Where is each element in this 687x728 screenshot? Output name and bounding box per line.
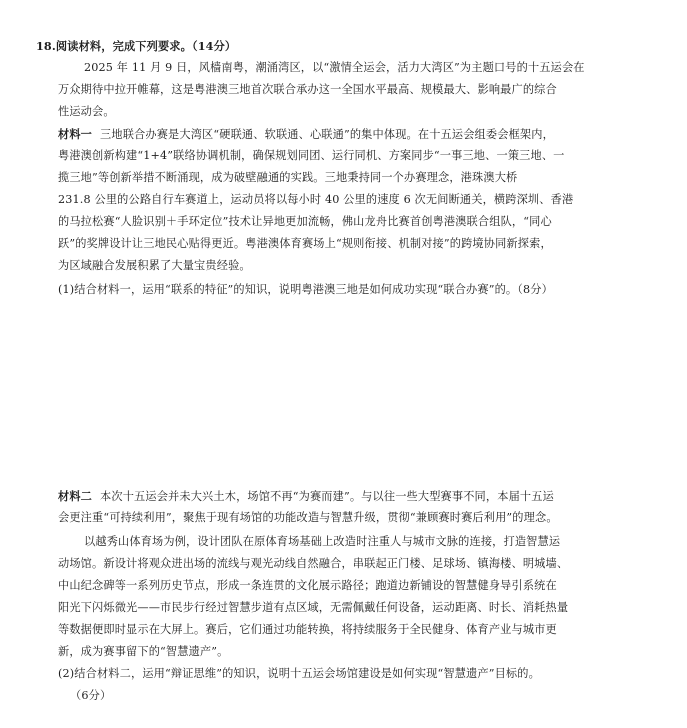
material-2-line: 等数据便即时显示在大屏上。赛后，它们通过功能转换，将持续服务于全民健身、体育产业与城市更 <box>58 623 557 636</box>
question-title: 阅读材料，完成下列要求。（14分） <box>55 39 237 53</box>
intro-line: 万众期待中拉开帷幕，这是粤港澳三地首次联合承办这一全国水平最高、规模最大、影响最广的综合 <box>58 83 557 96</box>
material-1-line: 材料一 三地联合办赛是大湾区“硬联通、软联通、心联通”的集中体现。在十五运会组委会框架内， <box>58 127 554 141</box>
question-number: 18. <box>36 39 56 53</box>
material-2-line: 阳光下闪烁微光——市民步行经过智慧步道有点区域，无需佩戴任何设备，运动距离、时长、消耗热量 <box>58 601 569 614</box>
material-1-line: 揽三地”等创新举措不断涌现，成为破壁融通的实践。三地秉持同一个办赛理念，港珠澳大桥 <box>58 171 518 184</box>
material-2-line: 会更注重“可持续利用”，聚焦于现有场馆的功能改造与智慧升级，贯彻“兼顾赛时赛后利用”的理念。 <box>58 511 558 524</box>
material-2-line: 新，成为赛事留下的“智慧遗产”。 <box>58 645 229 658</box>
intro-line: 性运动会。 <box>58 105 115 118</box>
material-2-line: 动场馆。新设计将观众进出场的流线与观光动线自然融合，串联起正门楼、足球场、镇海楼、明城墙、 <box>58 557 569 570</box>
material-2-line: 以越秀山体育场为例，设计团队在原体育场基础上改造时注重人与城市文脉的连接，打造智慧运 <box>84 535 561 548</box>
material-2-line: 材料二 本次十五运会并未大兴土木，场馆不再“为赛而建”。与以往一些大型赛事不同，本届十五运 <box>58 489 554 503</box>
material-1-line: 跃”的奖牌设计让三地民心贴得更近。粤港澳体育赛场上“规则衔接、机制对接”的跨境协同新探索， <box>58 237 552 250</box>
sub-question-1: (1)结合材料一，运用“联系的特征”的知识，说明粤港澳三地是如何成功实现“联合办赛”的。（8分） <box>58 283 553 296</box>
material-1-line: 231.8 公里的公路自行车赛道上，运动员将以每小时 40 公里的速度 6 次无间断通关，横跨深圳、香港 <box>58 193 574 206</box>
question-header <box>36 36 236 56</box>
sub-question-2-points: （6分） <box>70 689 112 702</box>
intro-line: 2025 年 11 月 9 日，风樯南粤，潮涌湾区，以“激情全运会，活力大湾区”为主题口号的十五运会在 <box>84 61 585 74</box>
material-1-line: 的马拉松赛“人脸识别＋手环定位”技术让异地更加流畅，佛山龙舟比赛首创粤港澳联合组队，“同心 <box>58 215 552 228</box>
material-2-label: 材料二 <box>58 489 93 503</box>
sub-question-2: (2)结合材料二，运用“辩证思维”的知识，说明十五运会场馆建设是如何实现“智慧遗产”目标的。 <box>58 667 540 680</box>
material-1-label: 材料一 <box>58 127 93 141</box>
material-2-line: 中山纪念碑等一系列历史节点，形成一条连贯的文化展示路径；跑道边新铺设的智慧健身导引系统在 <box>58 579 557 592</box>
material-1-line: 为区域融合发展积累了大量宝贵经验。 <box>58 259 251 272</box>
material-1-line: 粤港澳创新构建“1+4”联络协调机制，确保规划同团、运行同机、方案同步“一事三地、一策三地、一 <box>58 149 565 162</box>
